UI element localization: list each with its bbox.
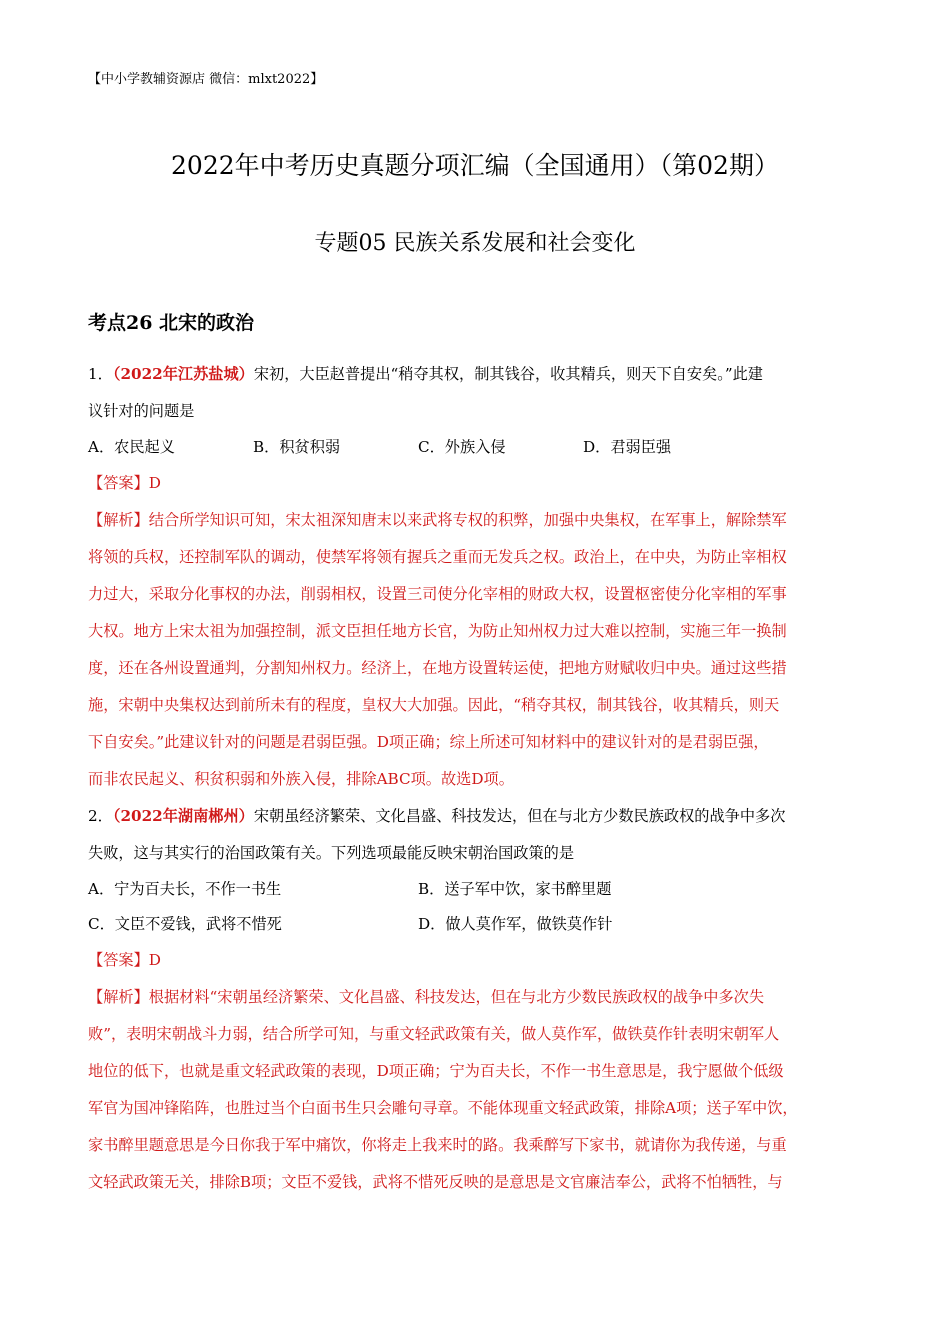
question-2-stem-line: 失败，这与其实行的治国政策有关。下列选项最能反映宋朝治国政策的是 xyxy=(88,844,574,862)
option: D．君弱臣强 xyxy=(583,438,672,456)
page-title: 2022年中考历史真题分项汇编（全国通用）（第02期） xyxy=(171,151,779,180)
option: D．做人莫作军，做铁莫作针 xyxy=(418,915,613,933)
analysis-line: 大权。地方上宋太祖为加强控制，派文臣担任地方长官，为防止知州权力过大难以控制，实施三年一换制 xyxy=(88,622,787,640)
answer-tag: 【答案】 xyxy=(88,474,149,492)
answer-tag: 【答案】 xyxy=(88,951,149,969)
option: B．送子军中饮，家书醉里题 xyxy=(418,880,612,898)
answer-value: D xyxy=(148,951,161,969)
analysis-tag: 【解析】 xyxy=(88,511,149,529)
question-number: 1． xyxy=(88,365,113,383)
analysis-line: 施，宋朝中央集权达到前所未有的程度，皇权大大加强。因此，“稍夺其权，制其钱谷，收其精兵，则天 xyxy=(88,696,780,714)
questions xyxy=(88,356,862,1201)
option: A．宁为百夫长，不作一书生 xyxy=(88,880,282,898)
question-1-stem-line xyxy=(88,356,862,393)
topic-subtitle: 专题05 民族关系发展和社会变化 xyxy=(314,231,636,256)
analysis-line: 败”，表明宋朝战斗力弱，结合所学可知，与重文轻武政策有关，做人莫作军，做铁莫作针表明宋朝军人 xyxy=(88,1025,780,1043)
option: A．农民起义 xyxy=(88,438,175,456)
analysis-line: 力过大，采取分化事权的办法，削弱相权，设置三司使分化宰相的财政大权，设置枢密使分化宰相的军事 xyxy=(88,585,787,603)
question-number: 2． xyxy=(88,807,113,825)
analysis-line xyxy=(88,502,862,539)
question-2-options xyxy=(88,907,862,942)
analysis-tag: 【解析】 xyxy=(88,988,149,1006)
analysis-line: 军官为国冲锋陷阵，也胜过当个白面书生只会雕句寻章。不能体现重文轻武政策，排除A项；送子军中饮， xyxy=(88,1099,798,1117)
question-text: 宋初，大臣赵普提出“稍夺其权，制其钱谷，收其精兵，则天下自安矣。”此建 xyxy=(253,365,763,383)
question-2-options xyxy=(88,872,862,907)
analysis-text: 根据材料“宋朝虽经济繁荣、文化昌盛、科技发达，但在与北方少数民族政权的战争中多次失 xyxy=(148,988,765,1006)
section-heading: 考点26 北宋的政治 xyxy=(88,312,255,334)
analysis-line xyxy=(88,979,862,1016)
question-1-options xyxy=(88,430,862,465)
question-source: （2022年江苏盐城） xyxy=(112,365,254,383)
question-1-answer xyxy=(88,465,862,502)
option: C．文臣不爱钱，武将不惜死 xyxy=(88,915,282,933)
analysis-text: 结合所学知识可知，宋太祖深知唐末以来武将专权的积弊，加强中央集权，在军事上，解除禁军 xyxy=(148,511,787,529)
question-2-answer xyxy=(88,942,862,979)
analysis-line: 下自安矣。”此建议针对的问题是君弱臣强。D项正确；综上所述可知材料中的建议针对的是君弱臣强， xyxy=(88,733,769,751)
header-note: 【中小学教辅资源店 微信：mlxt2022】 xyxy=(88,72,324,87)
analysis-line: 而非农民起义、积贫积弱和外族入侵，排除ABC项。故选D项。 xyxy=(88,770,514,788)
question-1-stem-line: 议针对的问题是 xyxy=(88,402,195,420)
analysis-line: 地位的低下，也就是重文轻武政策的表现，D项正确；宁为百夫长，不作一书生意思是，我宁愿做个低级 xyxy=(88,1062,784,1080)
option: C．外族入侵 xyxy=(418,438,506,456)
analysis-line: 将领的兵权，还控制军队的调动，使禁军将领有握兵之重而无发兵之权。政治上，在中央，为防止宰相权 xyxy=(88,548,787,566)
analysis-line: 度，还在各州设置通判，分割知州权力。经济上，在地方设置转运使，把地方财赋收归中央。通过这些措 xyxy=(88,659,787,677)
answer-value: D xyxy=(148,474,161,492)
analysis-line: 文轻武政策无关，排除B项；文臣不爱钱，武将不惜死反映的是意思是文官廉洁奉公，武将不怕牺牲，与 xyxy=(88,1173,783,1191)
question-text: 宋朝虽经济繁荣、文化昌盛、科技发达，但在与北方少数民族政权的战争中多次 xyxy=(253,807,786,825)
question-2-stem-line xyxy=(88,798,862,835)
analysis-line: 家书醉里题意思是今日你我于军中痛饮，你将走上我来时的路。我乘醉写下家书，就请你为我传递，与重 xyxy=(88,1136,787,1154)
option: B．积贫积弱 xyxy=(253,438,341,456)
question-source: （2022年湖南郴州） xyxy=(112,807,254,825)
